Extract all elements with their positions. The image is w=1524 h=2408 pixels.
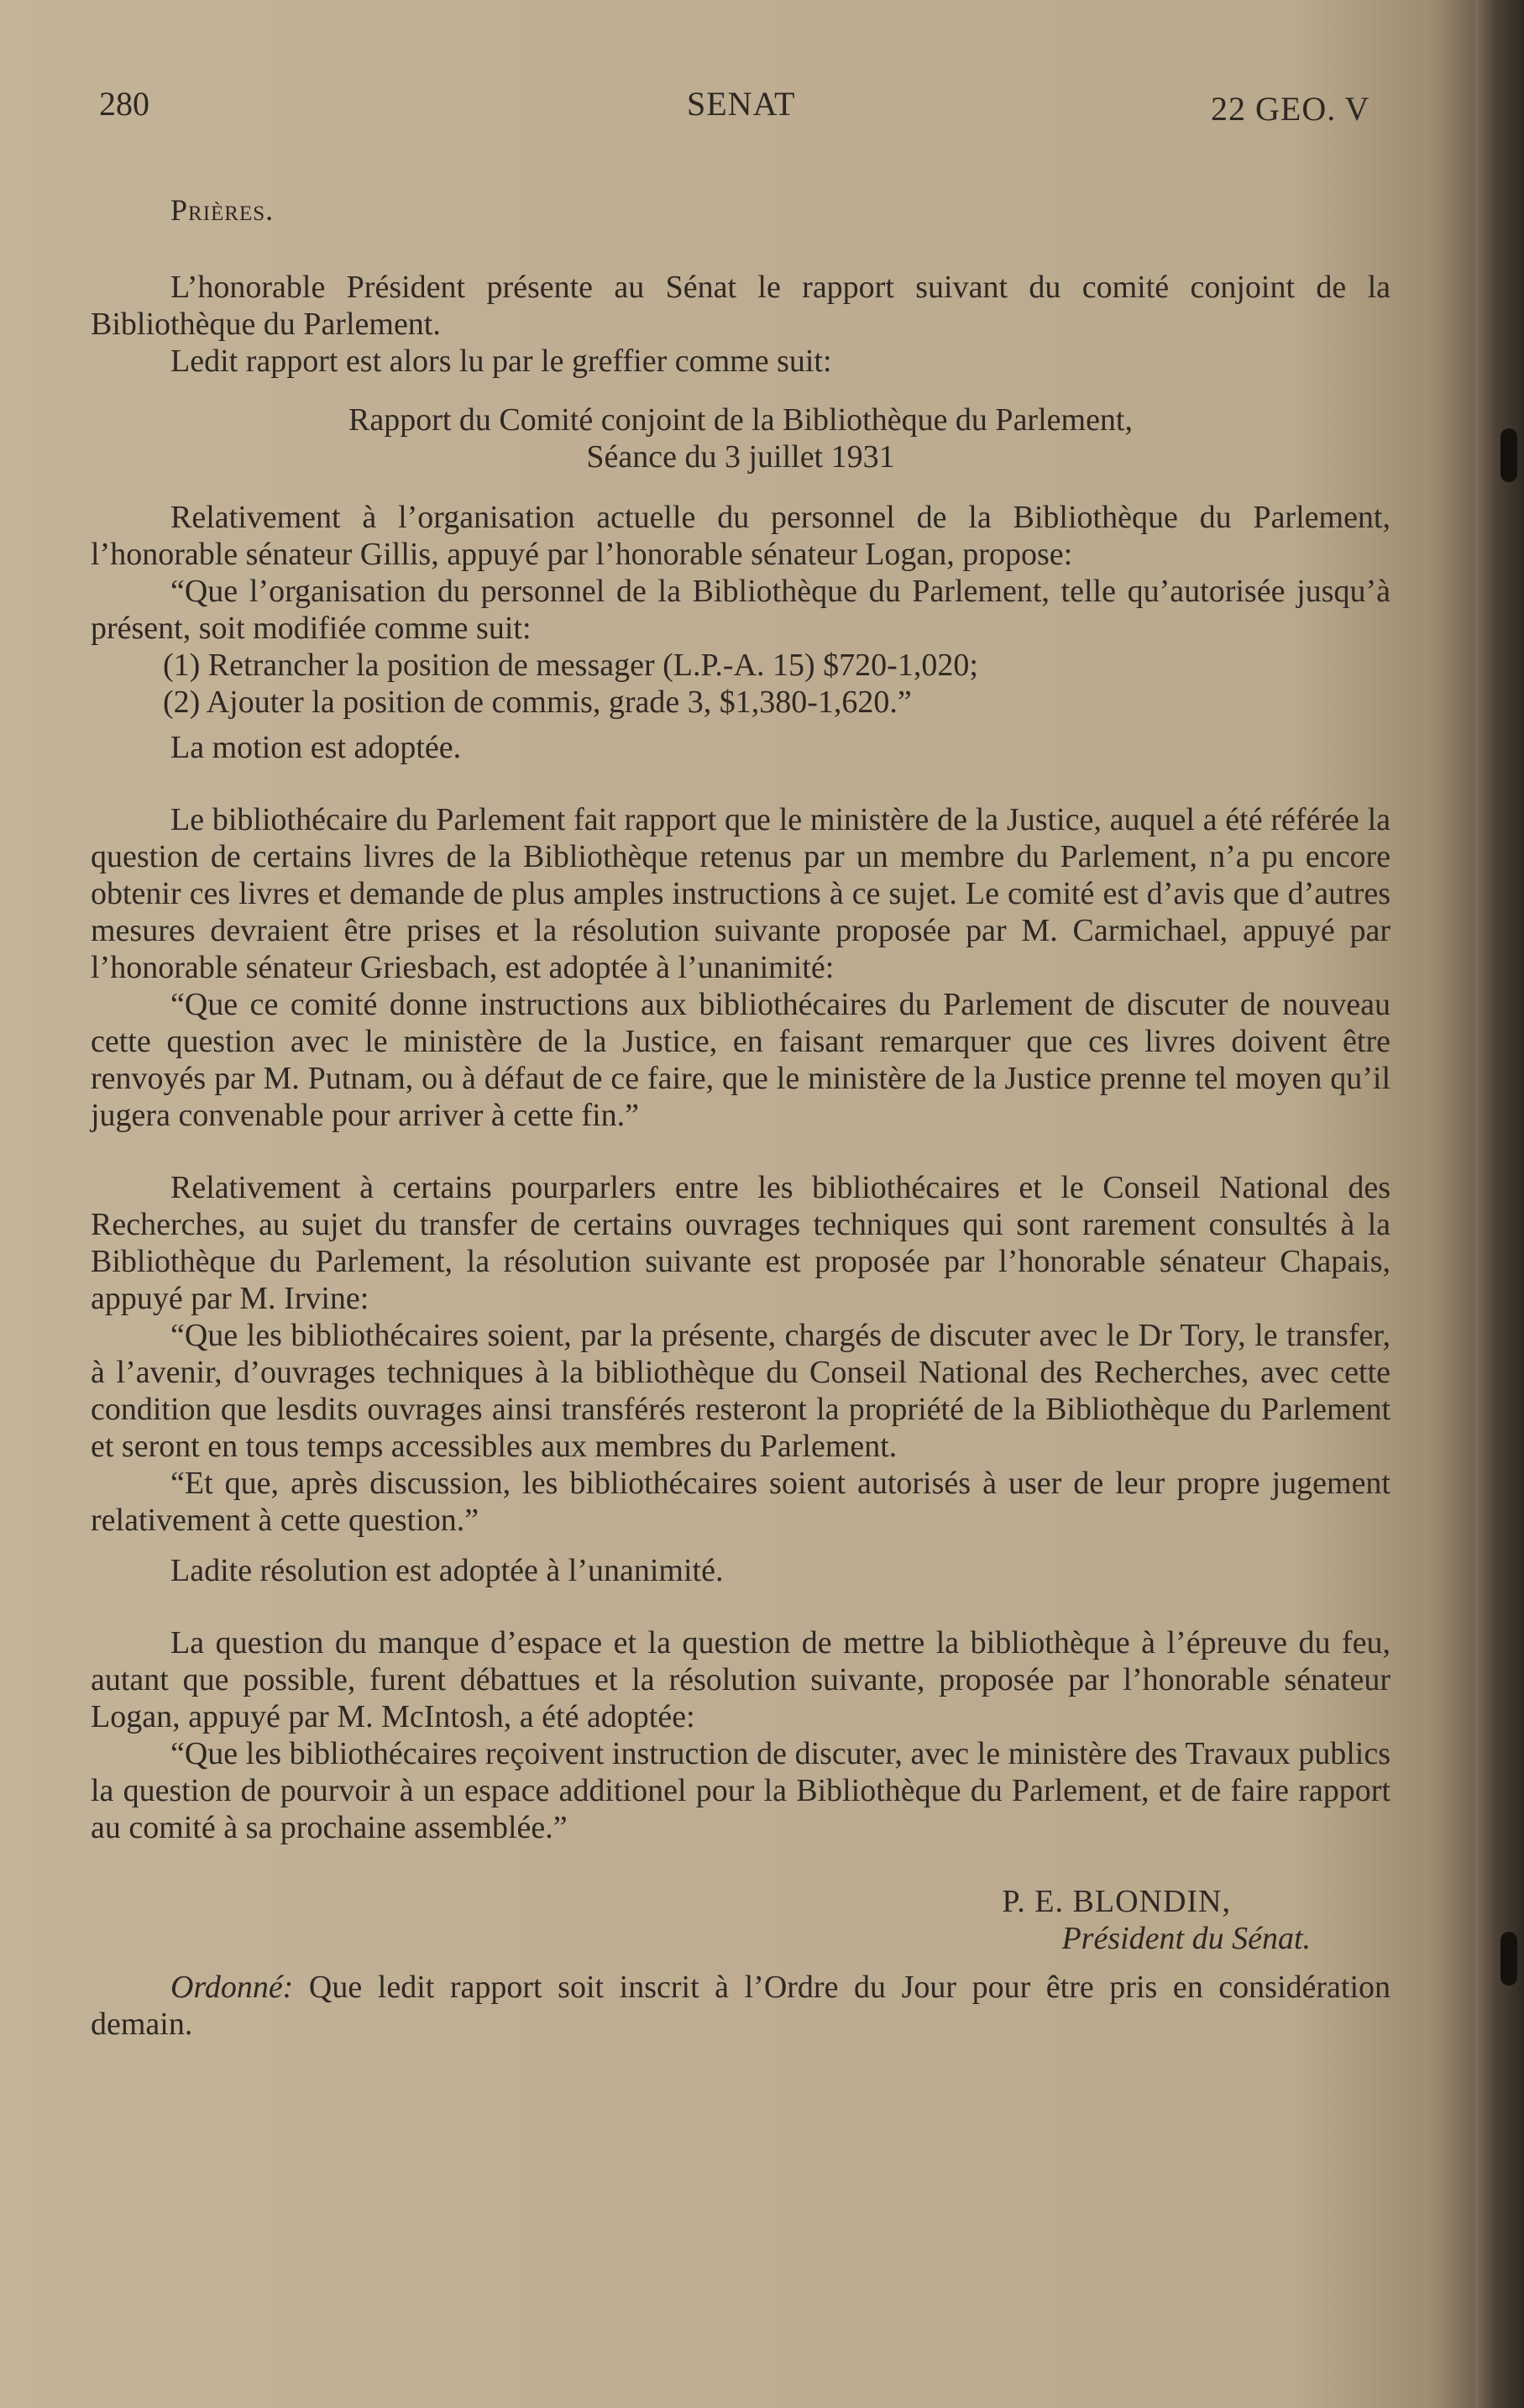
quotation: “Que les bibliothécaires reçoivent instruction de discuter, avec le ministère des Travaux publics la question de pourvoir à un espace additionel pour la Bibliothèque du Parlement, et de faire rapport au comité à sa prochaine assemblée.”: [91, 1736, 1390, 1845]
binding-hole: [1500, 428, 1517, 482]
quotation: “Que les bibliothécaires soient, par la présente, chargés de discuter avec le Dr Tory, le transfer, à l’avenir, d’ouvrages techniques à la bibliothèque du Conseil National des Recherches, avec cette condition que lesdits ouvrages ainsi transférés resteront la propriété de la Bibliothèque du Parlement et seront en tous temps accessibles aux membres du Parlement.: [91, 1318, 1390, 1464]
running-header: [0, 84, 1427, 134]
order-text: Que ledit rapport soit inscrit à l’Ordre du Jour pour être pris en considération demain.: [91, 1970, 1390, 2042]
binding-hole: [1500, 1932, 1517, 1986]
list-item: (1) Retrancher la position de messager (L.P.-A. 15) $720-1,020;: [163, 648, 978, 683]
quotation: “Que ce comité donne instructions aux bibliothécaires du Parlement de discuter de nouveau cette question avec le ministère de la Justice, en faisant remarquer que ces livres doivent être renvoyés par M. Putnam, ou à défaut de ce faire, que le ministère de la Justice prenne tel moyen qu’il jugera convenable pour arriver à cette fin.”: [91, 987, 1390, 1133]
paragraph: La question du manque d’espace et la question de mettre la bibliothèque à l’épreuve du feu, autant que possible, furent débattues et la résolution suivante, proposée par l’honorable sénateur Logan, appuyé par M. McIntosh, a été adoptée:: [91, 1625, 1390, 1734]
regnal-year: 22 GEO. V: [1211, 90, 1370, 128]
quotation: “Que l’organisation du personnel de la Bibliothèque du Parlement, telle qu’autorisée jusqu’à présent, soit modifiée comme suit:: [91, 574, 1390, 646]
order-paragraph: [91, 1969, 1390, 2043]
paragraph: Relativement à certains pourparlers entre les bibliothécaires et le Conseil National des Recherches, au sujet du transfer de certains ouvrages techniques qui sont rarement consultés à la Bibliothèque du Parlement, la résolution suivante est proposée par l’honorable sénateur Chapais, appuyé par M. Irvine:: [91, 1170, 1390, 1316]
signature-title: Président du Sénat.: [1061, 1921, 1311, 1956]
paragraph: Le bibliothécaire du Parlement fait rapport que le ministère de la Justice, auquel a été référée la question de certains livres de la Bibliothèque retenus par un membre du Parlement, n’a pu encore obtenir ces livres et demande de plus amples instructions à ce sujet. Le comité est d’avis que d’autres mesures devraient être prises et la résolution suivante proposée par M. Carmichael, appuyé par l’honorable sénateur Griesbach, est adoptée à l’unanimité:: [91, 802, 1390, 985]
signature-name: P. E. BLONDIN,: [1002, 1884, 1231, 1919]
page-number: 280: [99, 85, 149, 123]
paragraph: Relativement à l’organisation actuelle du personnel de la Bibliothèque du Parlement, l’honorable sénateur Gillis, appuyé par l’honorable sénateur Logan, propose:: [91, 500, 1390, 572]
motion-result: La motion est adoptée.: [170, 730, 462, 765]
page-body: [91, 191, 1390, 2043]
report-title: Rapport du Comité conjoint de la Bibliothèque du Parlement,: [348, 402, 1133, 438]
order-label: Ordonné:: [170, 1970, 294, 2005]
motion-result: Ladite résolution est adoptée à l’unanimité.: [170, 1553, 724, 1588]
running-title: SENAT: [687, 85, 796, 123]
quotation: “Et que, après discussion, les bibliothécaires soient autorisés à user de leur propre jugement relativement à cette question.”: [91, 1466, 1390, 1538]
paragraph: L’honorable Président présente au Sénat le rapport suivant du comité conjoint de la Bibliothèque du Parlement.: [91, 270, 1390, 342]
list-item: (2) Ajouter la position de commis, grade 3, $1,380-1,620.”: [163, 685, 912, 720]
paragraph: Ledit rapport est alors lu par le greffier comme suit:: [170, 344, 832, 379]
report-date: Séance du 3 juillet 1931: [586, 439, 895, 475]
book-spine-shadow: [1475, 0, 1524, 2408]
section-heading: Prières.: [170, 193, 275, 227]
